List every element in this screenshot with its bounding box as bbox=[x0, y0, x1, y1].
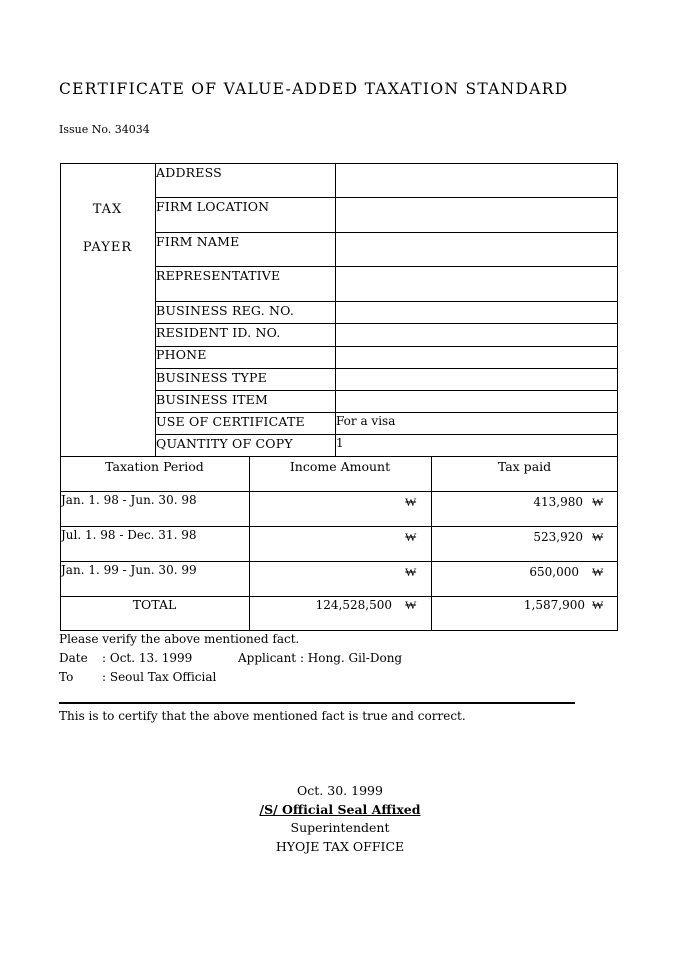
divider bbox=[155, 412, 618, 413]
tax-paid: 413,980 bbox=[533, 495, 583, 509]
total-income: 124,528,500 bbox=[315, 598, 392, 612]
date-label: Date bbox=[59, 651, 88, 665]
verify-text: Please verify the above mentioned fact. bbox=[59, 632, 300, 646]
won-symbol: ₩ bbox=[592, 495, 604, 509]
divider bbox=[155, 368, 618, 369]
divider bbox=[60, 526, 618, 527]
seal-text: /S/ Official Seal Affixed bbox=[259, 802, 421, 817]
won-symbol: ₩ bbox=[592, 598, 604, 612]
field-label-firm-name: FIRM NAME bbox=[156, 234, 240, 249]
column-header-income: Income Amount bbox=[289, 459, 391, 474]
tax-office: HYOJE TAX OFFICE bbox=[275, 839, 405, 854]
field-label-business-item: BUSINESS ITEM bbox=[156, 392, 268, 407]
official-seal bbox=[0, 802, 680, 817]
period-row-2: Jul. 1. 98 - Dec. 31. 98 bbox=[61, 528, 197, 542]
divider bbox=[431, 457, 432, 631]
to-label: To bbox=[59, 670, 74, 684]
total-label: TOTAL bbox=[132, 597, 177, 612]
won-symbol: ₩ bbox=[405, 565, 417, 579]
period-row-3: Jan. 1. 99 - Jun. 30. 99 bbox=[61, 563, 197, 577]
certify-text: This is to certify that the above mentioned fact is true and correct. bbox=[59, 709, 466, 723]
document-title: CERTIFICATE OF VALUE-ADDED TAXATION STANDARD bbox=[59, 80, 569, 98]
field-label-firm-location: FIRM LOCATION bbox=[156, 199, 270, 214]
signer-role: Superintendent bbox=[290, 820, 390, 835]
won-symbol: ₩ bbox=[405, 495, 417, 509]
date-value: : Oct. 13. 1999 bbox=[102, 651, 193, 665]
applicant: Applicant : Hong. Gil-Dong bbox=[238, 651, 403, 665]
signature-date: Oct. 30. 1999 bbox=[297, 783, 383, 798]
field-label-address: ADDRESS bbox=[156, 165, 222, 180]
divider bbox=[155, 197, 618, 198]
divider bbox=[155, 323, 618, 324]
field-label-quantity-of-copy: QUANTITY OF COPY bbox=[156, 436, 293, 451]
field-label-phone: PHONE bbox=[156, 347, 207, 362]
won-symbol: ₩ bbox=[405, 530, 417, 544]
tax-paid: 523,920 bbox=[533, 530, 583, 544]
divider bbox=[155, 232, 618, 233]
total-tax: 1,587,900 bbox=[523, 598, 585, 612]
taxpayer-label: TAX bbox=[92, 202, 123, 217]
field-value-use-of-certificate: For a visa bbox=[336, 414, 396, 428]
divider bbox=[155, 434, 618, 435]
won-symbol: ₩ bbox=[592, 565, 604, 579]
won-symbol: ₩ bbox=[405, 598, 417, 612]
to-value: : Seoul Tax Official bbox=[102, 670, 217, 684]
column-header-tax: Tax paid bbox=[497, 459, 552, 474]
divider bbox=[60, 491, 618, 492]
divider-rule bbox=[59, 702, 575, 704]
field-label-business-reg-no: BUSINESS REG. NO. bbox=[156, 303, 295, 318]
divider bbox=[155, 346, 618, 347]
field-label-resident-id-no: RESIDENT ID. NO. bbox=[156, 325, 281, 340]
taxpayer-label: PAYER bbox=[82, 240, 133, 255]
divider bbox=[155, 301, 618, 302]
field-label-use-of-certificate: USE OF CERTIFICATE bbox=[156, 414, 305, 429]
divider bbox=[155, 390, 618, 391]
field-label-business-type: BUSINESS TYPE bbox=[156, 370, 267, 385]
period-row-1: Jan. 1. 98 - Jun. 30. 98 bbox=[61, 493, 197, 507]
field-label-representative: REPRESENTATIVE bbox=[156, 268, 281, 283]
won-symbol: ₩ bbox=[592, 530, 604, 544]
tax-paid: 650,000 bbox=[529, 565, 579, 579]
issue-number: Issue No. 34034 bbox=[59, 123, 150, 136]
divider bbox=[155, 266, 618, 267]
divider bbox=[60, 561, 618, 562]
field-value-quantity-of-copy: 1 bbox=[336, 436, 344, 450]
divider bbox=[249, 457, 250, 631]
column-header-period: Taxation Period bbox=[105, 459, 204, 474]
